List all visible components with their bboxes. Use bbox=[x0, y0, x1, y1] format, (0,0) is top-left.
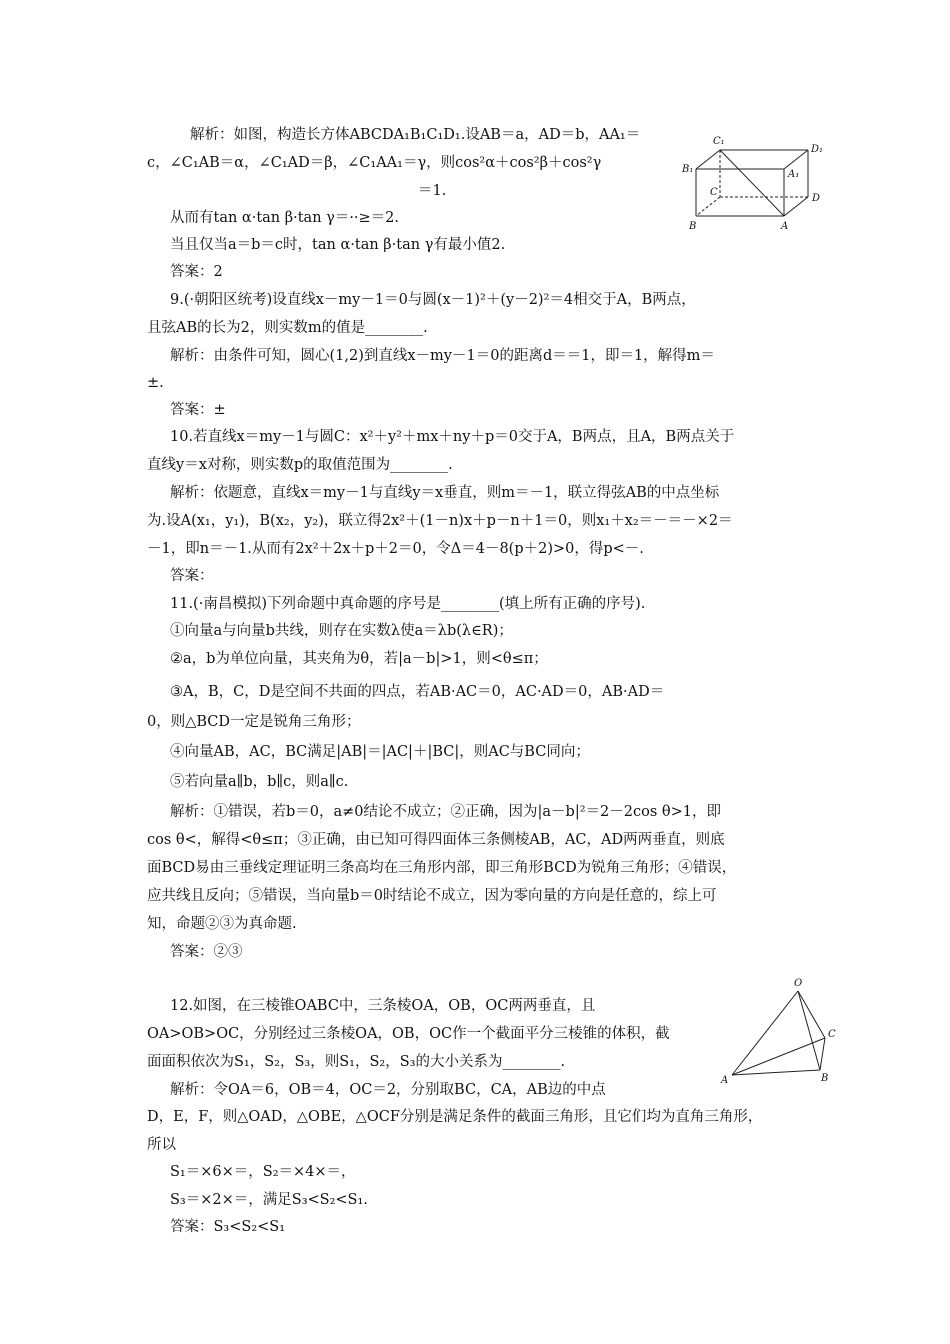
solution-8-line-3: ＝1. bbox=[418, 183, 447, 199]
solution-11-line-1: 解析：①错误，若b＝0，a≠0结论不成立；②正确，因为|a－b|²＝2－2cos θ>1，即 bbox=[170, 804, 721, 820]
proposition-2: ②a，b为单位向量，其夹角为θ，若|a－b|>1，则<θ≤π； bbox=[170, 651, 548, 667]
cuboid-figure bbox=[680, 130, 830, 235]
answer-12: 答案：S₃<S₂<S₁ bbox=[170, 1219, 286, 1235]
proposition-3-line-1: ③A，B，C，D是空间不共面的四点，若AB·AC＝0，AC·AD＝0，AB·AD＝ bbox=[170, 684, 665, 700]
solution-11-line-5: 知，命题②③为真命题. bbox=[147, 916, 297, 932]
label-c1: C₁ bbox=[713, 136, 725, 147]
answer-10: 答案： bbox=[170, 568, 214, 584]
proposition-4: ④向量AB，AC，BC满足|AB|＝|AC|＋|BC|，则AC与BC同向； bbox=[170, 744, 590, 760]
proposition-3-line-2: 0，则△BCD一定是锐角三角形； bbox=[147, 714, 361, 730]
label-b1: B₁ bbox=[682, 164, 694, 175]
question-10-line-2: 直线y＝x对称，则实数p的取值范围为________. bbox=[147, 457, 453, 473]
label-c: C bbox=[710, 187, 718, 198]
answer-8: 答案：2 bbox=[170, 264, 223, 280]
label-b: B bbox=[689, 221, 697, 232]
solution-9-line-1: 解析：由条件可知，圆心(1,2)到直线x－my－1＝0的距离d＝＝1，即＝1，解得m＝ bbox=[170, 348, 715, 364]
question-12-line-3: 面面积依次为S₁，S₂，S₃，则S₁，S₂，S₃的大小关系为________. bbox=[147, 1054, 566, 1070]
solution-12-line-1: 解析：令OA＝6，OB＝4，OC＝2，分别取BC，CA，AB边的中点 bbox=[170, 1082, 606, 1098]
proposition-1: ①向量a与向量b共线，则存在实数λ使a＝λb(λ∈R)； bbox=[170, 623, 513, 639]
label-a1: A₁ bbox=[788, 169, 800, 180]
solution-10-line-3: －1，即n＝－1.从而有2x²＋2x＋p＋2＝0，令Δ＝4－8(p＋2)>0，得p<－. bbox=[147, 541, 644, 557]
solution-8-line-5: 当且仅当a＝b＝c时，tan α·tan β·tan γ有最小值2. bbox=[170, 237, 506, 253]
label-o: O bbox=[794, 978, 803, 989]
question-9-line-2: 且弦AB的长为2，则实数m的值是________. bbox=[147, 320, 428, 336]
question-12-line-2: OA>OB>OC，分别经过三条棱OA，OB，OC作一个截面平分三棱锥的体积，截 bbox=[147, 1026, 670, 1042]
solution-11-line-4: 应共线且反向；⑤错误，当向量b＝0时结论不成立，因为零向量的方向是任意的，综上可 bbox=[147, 888, 717, 904]
solution-12-line-4: S₁＝×6×＝，S₂＝×4×＝， bbox=[170, 1164, 356, 1180]
question-9-line-1: 9.(·朝阳区统考)设直线x－my－1＝0与圆(x－1)²＋(y－2)²＝4相交于A，B两点， bbox=[170, 292, 696, 308]
proposition-5: ⑤若向量a∥b，b∥c，则a∥c. bbox=[170, 774, 349, 790]
label-b: B bbox=[821, 1073, 829, 1084]
question-10-line-1: 10.若直线x＝my－1与圆C：x²＋y²＋mx＋ny＋p＝0交于A，B两点，且A，B两点关于 bbox=[170, 429, 735, 445]
label-d1: D₁ bbox=[811, 144, 824, 155]
solution-9-line-2: ±. bbox=[147, 375, 164, 391]
solution-8-line-2: c，∠C₁AB＝α，∠C₁AD＝β，∠C₁AA₁＝γ，则cos²α＋cos²β＋cos²γ bbox=[147, 155, 602, 171]
label-a: A bbox=[721, 1075, 729, 1085]
question-12-line-1: 12.如图，在三棱锥OABC中，三条棱OA，OB，OC两两垂直，且 bbox=[170, 998, 596, 1014]
solution-12-line-5: S₃＝×2×＝，满足S₃<S₂<S₁. bbox=[170, 1192, 368, 1208]
solution-8-line-4: 从而有tan α·tan β·tan γ＝··≥＝2. bbox=[170, 210, 400, 226]
tetrahedron-figure bbox=[720, 975, 850, 1085]
label-a: A bbox=[781, 221, 789, 232]
label-d: D bbox=[812, 193, 821, 204]
solution-11-line-3: 面BCD易由三垂线定理证明三条高均在三角形内部，即三角形BCD为锐角三角形；④错误， bbox=[147, 860, 737, 876]
question-11-line-1: 11.(·南昌模拟)下列命题中真命题的序号是________(填上所有正确的序号). bbox=[170, 596, 646, 612]
solution-11-line-2: cos θ<，解得<θ≤π；③正确，由已知可得四面体三条侧棱AB，AC，AD两两垂直，则底 bbox=[147, 832, 725, 848]
answer-11: 答案：②③ bbox=[170, 944, 243, 960]
solution-12-line-3: 所以 bbox=[147, 1137, 176, 1153]
label-c: C bbox=[828, 1029, 836, 1040]
solution-8-line-1: 解析：如图，构造长方体ABCDA₁B₁C₁D₁.设AB＝a，AD＝b，AA₁＝ bbox=[190, 127, 641, 143]
solution-10-line-2: 为.设A(x₁，y₁)，B(x₂，y₂)，联立得2x²＋(1－n)x＋p－n＋1＝0，则x₁＋x₂＝－＝－×2＝ bbox=[147, 513, 733, 529]
solution-10-line-1: 解析：依题意，直线x＝my－1与直线y＝x垂直，则m＝－1，联立得弦AB的中点坐标 bbox=[170, 485, 720, 501]
solution-12-line-2: D，E，F，则△OAD，△OBE，△OCF分别是满足条件的截面三角形，且它们均为直角三角形， bbox=[147, 1109, 763, 1125]
answer-9: 答案：± bbox=[170, 402, 226, 418]
